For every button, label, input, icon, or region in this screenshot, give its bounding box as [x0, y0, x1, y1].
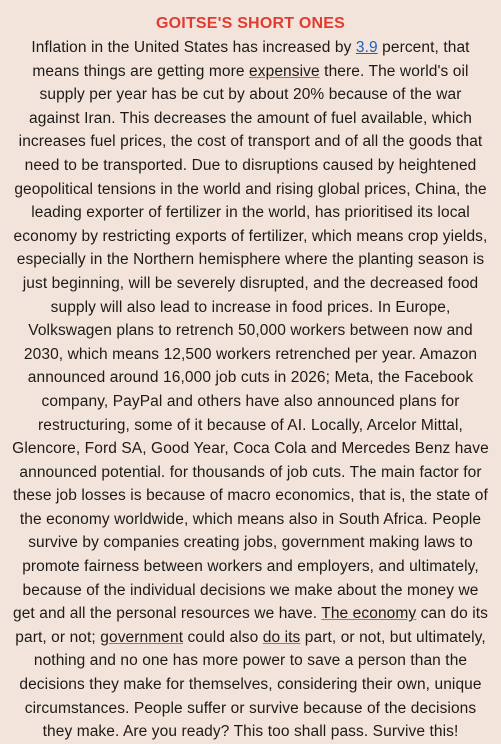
body-segment: can do its part, or not;	[15, 605, 489, 646]
underlined-word-government: government	[100, 628, 184, 646]
article-title: GOITSE'S SHORT ONES	[156, 15, 345, 32]
body-segment: could also	[183, 628, 263, 646]
underlined-word-expensive: expensive	[249, 62, 320, 80]
body-segment: there. The world's oil supply per year has be cut by about 20% because of the war against Iran. This decreases the amount of fuel available, which increases fuel prices, the cost of transport and of all the goods that need to be transported. Due to disruptions caused by heightened geopolitical tensions in the world and rising global prices, China, the leading exporter of fertilizer in the world, has prioritised its local economy by restricting exports of fertilizer, which means crop yields, especially in the Northern hemisphere where the planting season is just beginning, will be severely disrupted, and the decreased food supply will also lead to increase in food prices. In Europe, Volkswagen plans to retrench 50,000 workers between now and 2030, which means 12,500 workers retrenched per year. Amazon announced around 16,000 job cuts in 2026; Meta, the Facebook company, PayPal and others have also announced plans for restructuring, some of it because of AI. Locally, Arcelor Mittal, Glencore, Ford SA, Good Year, Coca Cola and Mercedes Benz have announced potential. for thousands of job cuts. The main factor for these job losses is because of macro economics, that is, the state of the economy worldwide, which means also in South Africa. People survive by companies creating jobs, government making laws to promote fairness between workers and employers, and ultimately, because of the individual decisions we make about the money we get and all the personal resources we have.	[12, 62, 489, 623]
underlined-phrase-do-its: do its	[262, 628, 301, 646]
inflation-link[interactable]: 3.9	[355, 39, 378, 56]
body-segment: Inflation in the United States has increased by	[31, 39, 356, 56]
body-segment: percent, that means things are getting more	[32, 39, 470, 80]
article-body	[12, 36, 489, 744]
underlined-phrase-economy: The economy	[321, 605, 417, 623]
body-segment: part, or not, but ultimately, nothing and no one has more power to save a person than the decisions they make for themselves, considering their own, unique circumstances. People suffer or survive because of the decisions they make. Are you ready? This too shall pass. Survive this!	[19, 628, 486, 741]
